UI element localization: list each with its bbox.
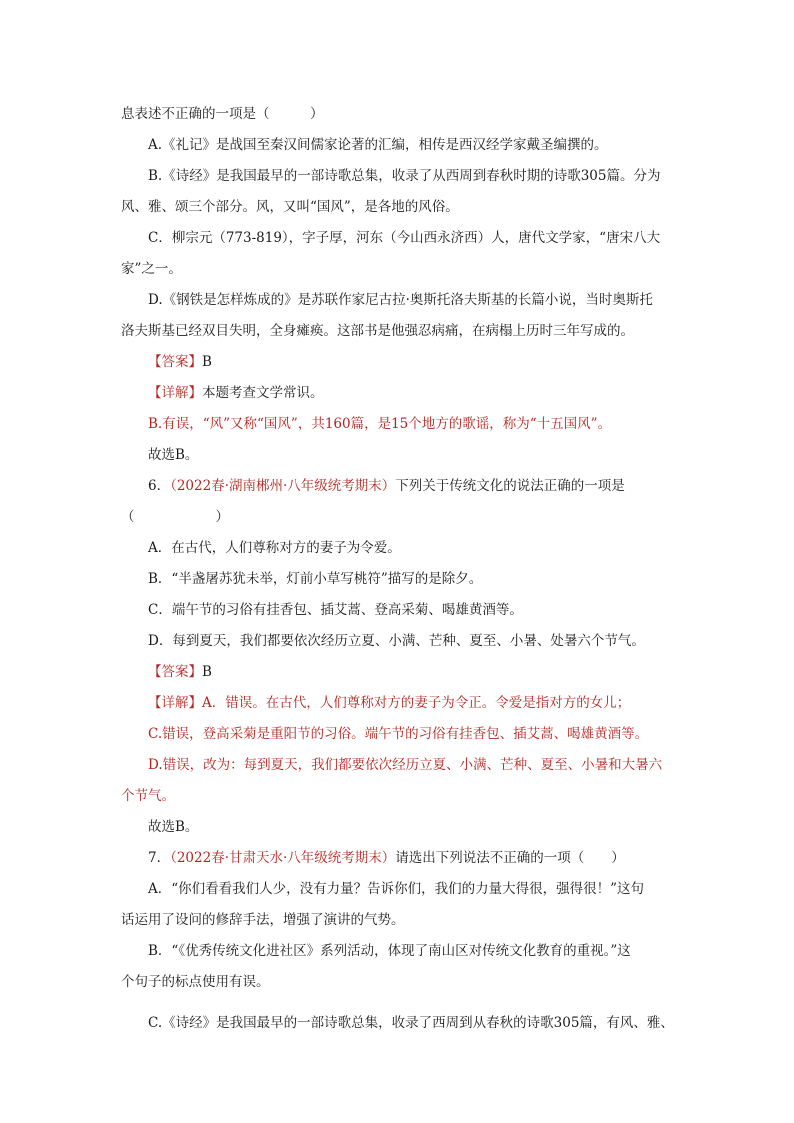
q6-detail-a [148,693,630,713]
q7-option-a-line2: 话运用了设问的修辞手法，增强了演讲的气势。 [121,912,405,928]
q6-detail-d-line1: D.错误，改为：每到夏天，我们都要依次经历立夏、小满、芒种、夏至、小暑和大暑六 [148,757,663,773]
q5-stem-tail: 息表述不正确的一项是（ ） [121,106,324,122]
question-stem: 请选出下列说法不正确的一项（ ） [395,850,625,866]
detail-text: 本题考查文学常识。 [202,385,324,401]
q5-option-d-line2: 洛夫斯基已经双目失明，全身瘫痪。这部书是他强忍病痛，在病榻上历时三年写成的。 [121,323,634,339]
q5-explanation: B.有误，“风”又称“国风”，共160篇，是15个地方的歌谣，称为“十五国风”。 [148,416,612,432]
q6-option-c: C．端午节的习俗有挂香包、插艾蒿、登高采菊、喝雄黄酒等。 [148,602,523,618]
detail-tag: 【详解】 [148,385,202,401]
question-stem: 下列关于传统文化的说法正确的一项是 [395,478,625,494]
answer-value: B [202,664,212,680]
q5-answer [148,352,212,372]
q5-detail [148,383,324,403]
question-number: 7． [148,850,171,866]
q6-option-a: A．在古代，人们尊称对方的妻子为令爱。 [148,540,401,556]
answer-value: B [202,354,212,370]
q6-detail-d-line2: 个节气。 [121,788,175,804]
answer-tag: 【答案】 [148,664,202,680]
detail-tag: 【详解】 [148,695,202,711]
q5-option-b-line1: B.《诗经》是我国最早的一部诗歌总集，收录了从西周到春秋时期的诗歌305篇。分为 [148,168,661,184]
q7-option-b-line2: 个句子的标点使用有误。 [121,974,270,990]
q5-option-c-line2: 家”之一。 [121,261,182,277]
q6-detail-c: C.错误，登高采菊是重阳节的习俗。端午节的习俗有挂香包、插艾蒿、喝雄黄酒等。 [148,726,649,742]
q6-answer-blank: （ ） [121,509,229,525]
q6-option-b: B．“半盏屠苏犹未举，灯前小草写桃符”描写的是除夕。 [148,571,483,587]
q6-stem [148,476,625,496]
q6-answer [148,662,212,682]
question-source: （2022春·甘肃天水·八年级统考期末） [170,850,396,866]
detail-text: A．错误。在古代，人们尊称对方的妻子为令正。令爱是指对方的女儿； [202,695,631,711]
question-number: 6． [148,478,171,494]
q7-option-c-line1: C.《诗经》是我国最早的一部诗歌总集，收录了西周到从春秋的诗歌305篇，有风、雅、 [148,1015,674,1031]
q7-option-b-line1: B．“《优秀传统文化进社区》系列活动，体现了南山区对传统文化教育的重视。”这 [148,943,631,959]
q6-option-d: D．每到夏天，我们都要依次经历立夏、小满、芒种、夏至、小暑、处暑六个节气。 [148,633,645,649]
q5-conclusion: 故选B。 [148,447,199,463]
q7-option-a-line1: A．“你们看看我们人少，没有力量？告诉你们，我们的力量大得很，强得很！”这句 [148,881,645,897]
q5-option-b-line2: 风、雅、颂三个部分。风，又叫“国风”，是各地的风俗。 [121,199,459,215]
question-source: （2022春·湖南郴州·八年级统考期末） [170,478,396,494]
answer-tag: 【答案】 [148,354,202,370]
q5-option-a: A.《礼记》是战国至秦汉间儒家论著的汇编，相传是西汉经学家戴圣编撰的。 [148,137,608,153]
q6-conclusion: 故选B。 [148,819,199,835]
q7-stem [148,848,625,868]
q5-option-d-line1: D.《钢铁是怎样炼成的》是苏联作家尼古拉·奥斯托洛夫斯基的长篇小说，当时奥斯托 [148,292,653,308]
q5-option-c-line1: C．柳宗元（773-819），字子厚，河东（今山西永济西）人，唐代文学家，“唐宋八大 [148,230,661,246]
